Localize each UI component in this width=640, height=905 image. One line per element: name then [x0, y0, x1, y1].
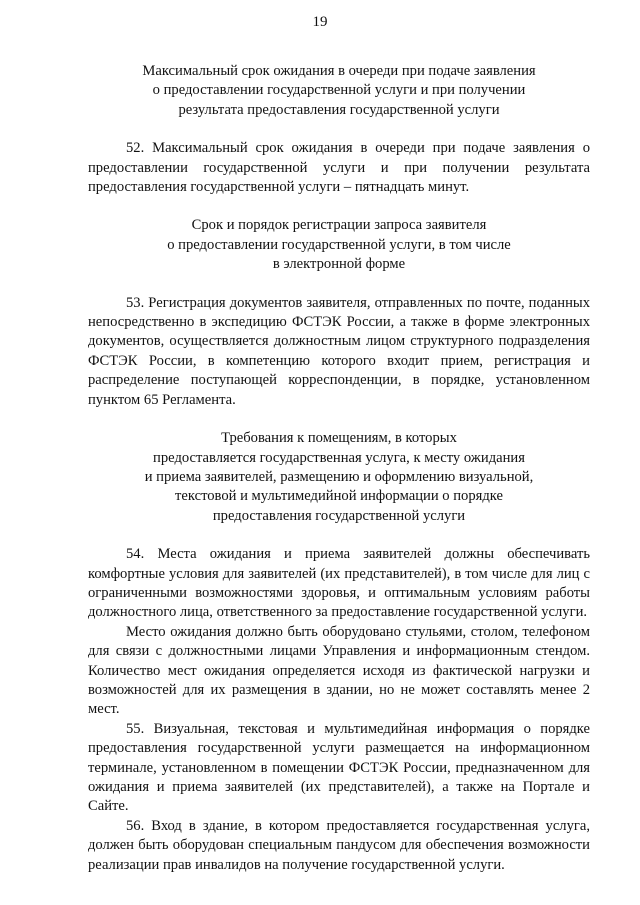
heading-line: и приема заявителей, размещению и оформлению визуальной, [144, 468, 534, 485]
section-heading-queue-time [88, 62, 590, 120]
heading-line: текстовой и мультимедийной информации о порядке [175, 488, 503, 505]
heading-line: предоставления государственной услуги [212, 507, 466, 524]
paragraph-56: 56. Вход в здание, в котором предоставляется государственная услуга, должен быть оборудован специальным пандусом для обеспечения возможности реализации прав инвалидов на получение государственной услуги. [88, 817, 590, 873]
document-body [88, 62, 590, 875]
heading-line: о предоставлении государственной услуги и при получении [152, 82, 526, 99]
page-number: 19 [312, 14, 328, 30]
heading-line: Максимальный срок ожидания в очереди при подаче заявления [142, 63, 536, 79]
paragraph-54: 54. Места ожидания и приема заявителей должны обеспечивать комфортные условия для заявителей (их представителей), в том числе для лиц с ограниченными возможностями здоровья, и оптимальным условиям работы должностного лица, ответственного за предоставление государственной услуги. [88, 546, 590, 621]
heading-line: результата предоставления государственной услуги [178, 101, 500, 118]
paragraph-54-continuation: Место ожидания должно быть оборудовано стульями, столом, телефоном для связи с должностными лицами Управления и информационным стендом. Количество мест ожидания определяется исходя из фактической нагрузки и возможностей для их размещения в здании, но не может составлять менее 2 мест. [88, 623, 590, 718]
heading-line: в электронной форме [272, 256, 406, 273]
paragraph-55: 55. Визуальная, текстовая и мультимедийная информация о порядке предоставления государственной услуги размещается на информационном терминале, установленном в помещении ФСТЭК России, предназначенном для ожидания и приема заявителей (их представителей), а также на Портале и Сайте. [88, 720, 590, 815]
heading-line: Срок и порядок регистрации запроса заявителя [191, 217, 487, 234]
paragraph-52: 52. Максимальный срок ожидания в очереди при подаче заявления о предоставлении государственной услуги и при получении результата предоставления государственной услуги – пятнадцать минут. [88, 140, 590, 196]
section-heading-premises [88, 429, 590, 526]
paragraph-53: 53. Регистрация документов заявителя, отправленных по почте, поданных непосредственно в экспедицию ФСТЭК России, а также в форме электронных документов, осуществляется должностным лицом структурного подразделения ФСТЭК России, в компетенцию которого входит прием, регистрация и распределение поступающей корреспонденции, в порядке, установленном пунктом 65 Регламента. [88, 294, 590, 408]
section-heading-registration [88, 216, 590, 274]
heading-line: Требования к помещениям, в которых [221, 430, 457, 447]
heading-line: о предоставлении государственной услуги, в том числе [167, 236, 511, 253]
heading-line: предоставляется государственная услуга, к месту ожидания [153, 449, 525, 466]
